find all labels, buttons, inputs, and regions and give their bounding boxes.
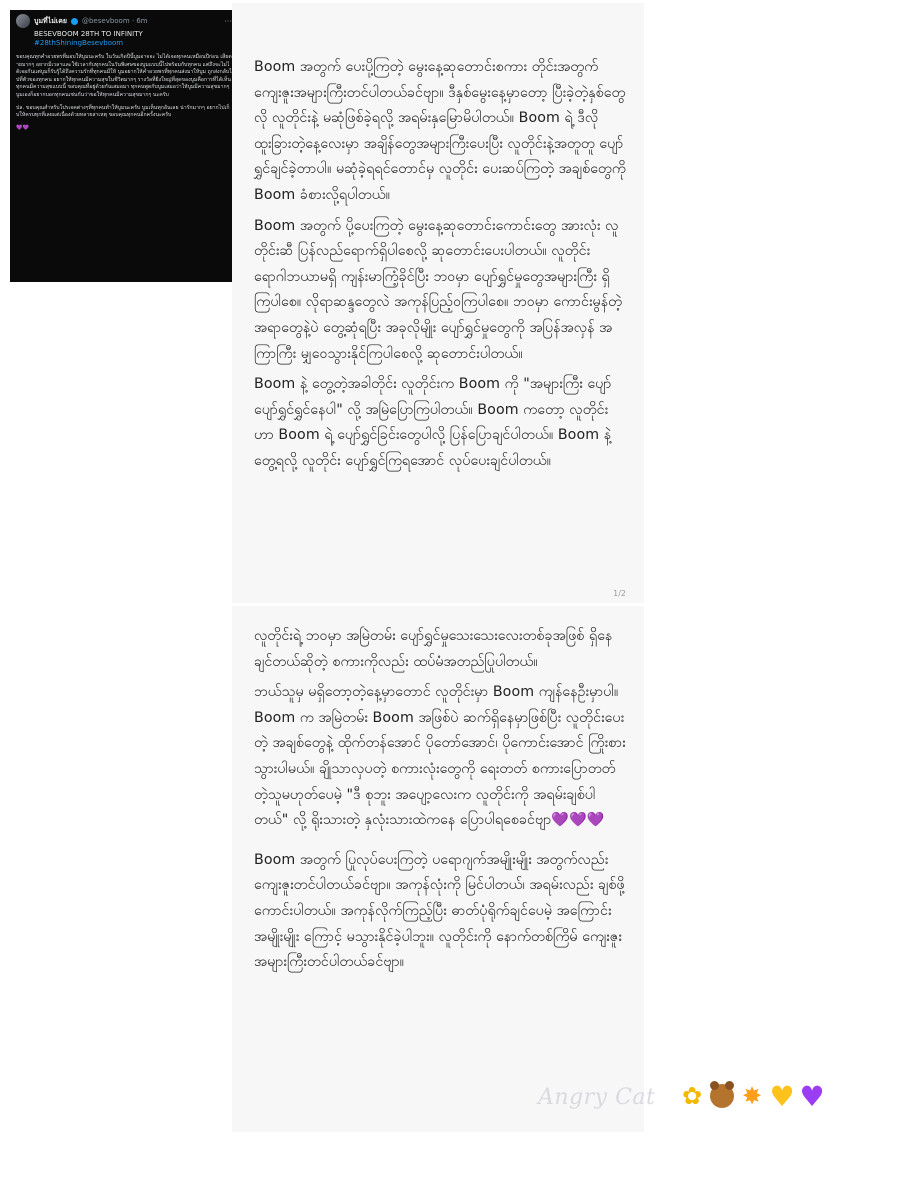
yellow-heart-icon: ♥ [769,1079,795,1113]
tweet-title: BESEVBOOM 28TH TO INFINITY [34,30,143,38]
letter-paragraph: Boom အတွက် ပို့ပေးကြတဲ့ မွေးနေ့ဆုတောင်းကောင်းတွေ အားလုံး လူတိုင်းဆီ ပြန်လည်ရောက်ရှိပါစေလို့ ဆုတောင်းပေးပါတယ်။ လူတိုင်း ရောဂါဘယာမရှိ ကျန်းမာကြံ့ခိုင်ပြီး ဘဝမှာ ပျော်ရွှင်မှုတွေအများကြီး ရှိကြပါစေ။ လိုရာဆန္ဒတွေလဲ အကုန်ပြည့်ဝကြပါစေ။ ဘဝမှာ ကောင်းမွန်တဲ့အရာတွေနဲ့ပဲ တွေ့ဆုံရပြီး အခုလိုမျိုး ပျော်ရွှင်မှုတွေကို အပြန်အလှန် အကြာကြီး မျှဝေသွားနိုင်ကြပါစေလို့ ဆုတောင်းပါတယ်။ [254,217,623,362]
letter-paragraph: Boom အတွက် ပေးပို့ကြတဲ့ မွေးနေ့ဆုတောင်းစကား တိုင်းအတွက် ကျေးဇူးအများကြီးတင်ပါတယ်ခင်ဗျာ။ ဒီနှစ်မွေးနေ့မှာတော့ ပြီးခဲ့တဲ့နှစ်တွေလို လူတိုင်းနဲ့ မဆုံဖြစ်ခဲ့ရလို့ အရမ်းနှမြောမိပါတယ်။ Boom ရဲ့ ဒီလိုထူးခြားတဲ့နေ့လေးမှာ အချိန်တွေအများကြီးပေးပြီး လူတိုင်းနဲ့အတူတူ ပျော်ရွှင်ချင်ခဲ့တာပါ။ မဆုံခဲ့ရရင်တောင်မှ လူတိုင်း ပေးဆပ်ကြတဲ့ အချစ်တွေကို Boom ခံစားလို့ရပါတယ်။ [254,59,626,203]
tweet-paragraph: ขอบคุณทุกคำอวยพรที่มอบให้บูมนะครับ ในวันเกิดปีนี้บูมอาจจะ ไม่ได้เจอทุกคนเหมือนปีก่อน เสียดายมากๆ อยากมีเวลาและใช้เวลากับทุกคนในวันพิเศษของบูมแบบนี้ไปพร้อมกับทุกคน แต่ถึงจะไม่ได้เจอกันแต่บูมก็รับรู้ได้ถึงความรักที่ทุกคนมีให้ บูมอยากให้คำอวยพรที่ทุกคนส่งมาให้บูม ถูกส่งกลับไปที่ตัวของทุกคน อยากให้ทุกคนมีความสุขในชีวิตมากๆ รางวัลที่ยิ่งใหญ่ที่สุดของบูมคือการที่ได้เห็นทุกคนมีความสุขแบบนี้ ขอบคุณที่อยู่ด้วยกันเสมอมา ทุกคนพูดกับบูมเสมอว่าให้บูมมีความสุขมากๆ บูมเองก็อยากบอกทุกคนเช่นกันว่าขอให้ทุกคนมีความสุขมากๆ นะครับ [16,54,232,98]
bear-icon [708,1082,736,1110]
more-options-icon[interactable]: ··· [224,16,232,26]
letter-paragraph [254,680,626,834]
tweet-body [16,54,232,132]
emoji-sticker-strip [678,1079,826,1113]
tweet-display-name[interactable]: บูมที่ไม่เคย [34,16,67,25]
watermark-text: Angry Cat [538,1085,656,1110]
page-number: 1/2 [613,589,626,598]
purple-heart-icon: 💜💜💜 [551,812,605,829]
sparkle-icon: ✸ [741,1082,763,1110]
letter-page-2 [232,606,644,1132]
tweet-screenshot [10,10,238,282]
letter-page-1 [232,3,644,603]
verified-badge-icon [71,18,78,25]
letter-paragraph: Boom အတွက် ပြုလုပ်ပေးကြတဲ့ ပရောဂျက်အမျိုးမျိုး အတွက်လည်း ကျေးဇူးတင်ပါတယ်ခင်ဗျာ။ အကုန်လုံးကို မြင်ပါတယ်၊ အရမ်းလည်း ချစ်ဖို့ကောင်းပါတယ်။ အကုန်လိုက်ကြည့်ပြီး ဓာတ်ပုံရိုက်ချင်ပေမဲ့ အကြောင်းအမျိုးမျိုး ကြောင့် မသွားနိုင်ခဲ့ပါဘူး။ လူတိုင်းကို နောက်တစ်ကြိမ် ကျေးဇူးအများကြီးတင်ပါတယ်ခင်ဗျာ။ [254,851,625,971]
purple-heart-icon: ♥ [799,1079,825,1113]
tweet-header [16,14,232,28]
flower-icon: ✿ [681,1082,703,1110]
letter-paragraph: Boom နဲ့ တွေ့တဲ့အခါတိုင်း လူတိုင်းက Boom ကို "အများကြီး ပျော်ပျော်ရွှင်ရွှင်နေပါ" လို့ အမြဲပြောကြပါတယ်။ Boom ကတော့ လူတိုင်းဟာ Boom ရဲ့ ပျော်ရွှင်ခြင်းတွေပါလို့ ပြန်ပြောချင်ပါတယ်။ Boom နဲ့ တွေ့ရလို့ လူတိုင်း ပျော်ရွှင်ကြရအောင် လုပ်ပေးချင်ပါတယ်။ [254,376,612,469]
letter-text: ဘယ်သူမှ မရှိတော့တဲ့နေ့မှာတောင် လူတိုင်းမှာ Boom ကျန်နေဦးမှာပါ။ Boom က အမြဲတမ်း Boom အဖြစ်ပဲ ဆက်ရှိနေမှာဖြစ်ပြီး လူတိုင်းပေးတဲ့ အချစ်တွေနဲ့ ထိုက်တန်အောင် ပိုတော်အောင်၊ ပိုကောင်းအောင် ကြိုးစားသွားပါမယ်။ ချိုသာလှပတဲ့ စကားလုံးတွေကို ရေးတတ် စကားပြောတတ်တဲ့သူမဟုတ်ပေမဲ့ "ဒီ စုဘူး အပျော့လေးက လူတိုင်းကို အရမ်းချစ်ပါတယ်" လို့ ရိုးသားတဲ့ နှလုံးသားထဲကနေ ပြောပါရစေခင်ဗျာ [254,684,626,829]
letter-paragraph: လူတိုင်းရဲ့ ဘဝမှာ အမြဲတမ်း ပျော်ရွှင်မှုသေးသေးလေးတစ်ခုအဖြစ် ရှိနေချင်တယ်ဆိုတဲ့ စကားကိုလည်း ထပ်မံအတည်ပြုပါတယ်။ [254,628,613,670]
hashtag-link[interactable]: #28thShiningBesevboom [34,39,124,47]
avatar[interactable] [16,14,30,28]
tweet-paragraph: ปล. ขอบคุณสำหรับโปรเจคต่างๆที่ทุกคนทำให้บูมนะครับ บูมเห็นทุกอันเลย น่ารักมากๆ อยากไปเก็บให้ครบทุกที่เลยแต่เนื่องด้วยหลายสาเหตุ ขอบคุณทุกคนอีกครั้งนะครับ [16,104,230,119]
tweet-handle[interactable]: @besevboom · 6m [81,17,148,25]
purple-heart-icon: 💜💜 [16,124,29,131]
